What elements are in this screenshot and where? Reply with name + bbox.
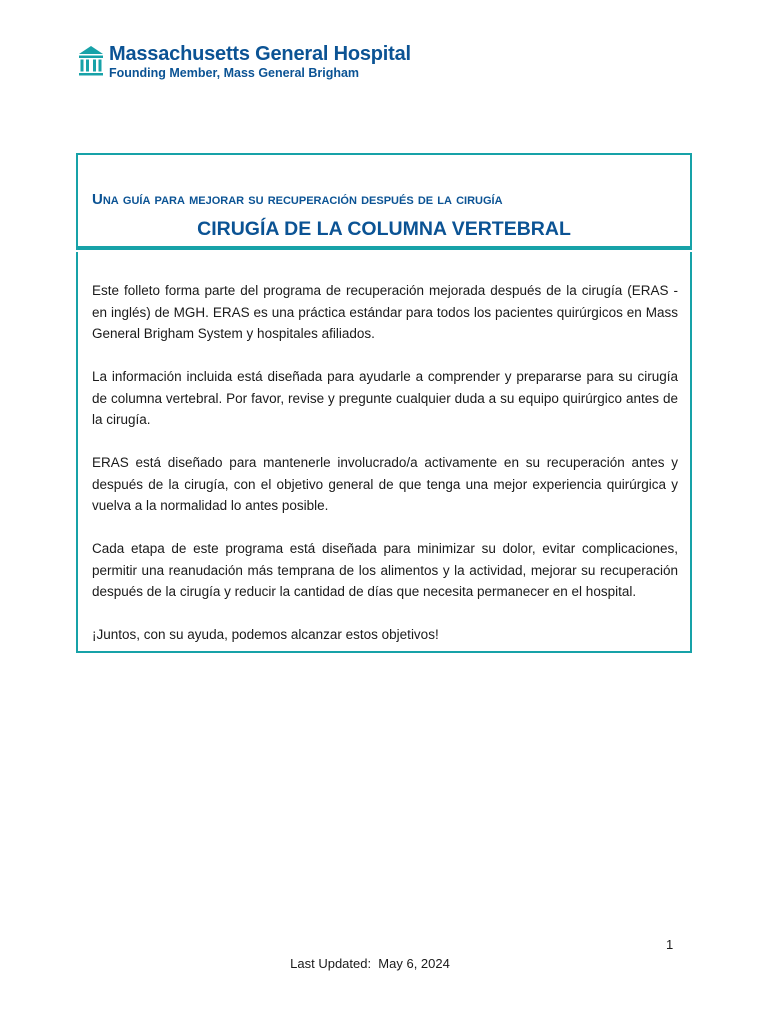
guide-subtitle: Una guía para mejorar su recuperación después de la cirugía <box>92 191 503 208</box>
paragraph: ¡Juntos, con su ayuda, podemos alcanzar estos objetivos! <box>92 627 439 642</box>
header-divider <box>76 246 692 250</box>
intro-box <box>76 252 692 653</box>
last-updated: Last Updated: May 6, 2024 <box>290 956 450 971</box>
paragraph: ERAS está diseñado para mantenerle involucrado/a activamente en su recuperación antes y después de la cirugía, con el objetivo general de que tenga una mejor experiencia quirúrgica y vuelva a la normalidad lo antes posible. <box>92 455 678 513</box>
hospital-tagline: Founding Member, Mass General Brigham <box>109 66 360 80</box>
paragraph: La información incluida está diseñada para ayudarle a comprender y prepararse para su cirugía de columna vertebral. Por favor, revise y pregunte cualquier duda a su equipo quirúrgico antes de la cirugía. <box>92 369 678 427</box>
page-number: 1 <box>666 937 674 952</box>
paragraph: Este folleto forma parte del programa de recuperación mejorada después de la cirugía (ERAS - en inglés) de MGH. ERAS es una práctica estándar para todos los pacientes quirúrgicos en Mass General Brigham System y hospitales afiliados. <box>92 283 678 341</box>
intro-text <box>92 280 678 646</box>
guide-header <box>76 153 692 248</box>
hospital-logo <box>78 43 411 81</box>
building-columns-icon <box>78 43 104 79</box>
hospital-name: Massachusetts General Hospital <box>109 43 411 65</box>
paragraph: Cada etapa de este programa está diseñada para minimizar su dolor, evitar complicaciones, permitir una reanudación más temprana de los alimentos y la actividad, mejorar su recuperación después de la cirugía y reducir la cantidad de días que necesita permanecer en el hospital. <box>92 541 678 599</box>
guide-title: CIRUGÍA DE LA COLUMNA VERTEBRAL <box>197 218 571 240</box>
